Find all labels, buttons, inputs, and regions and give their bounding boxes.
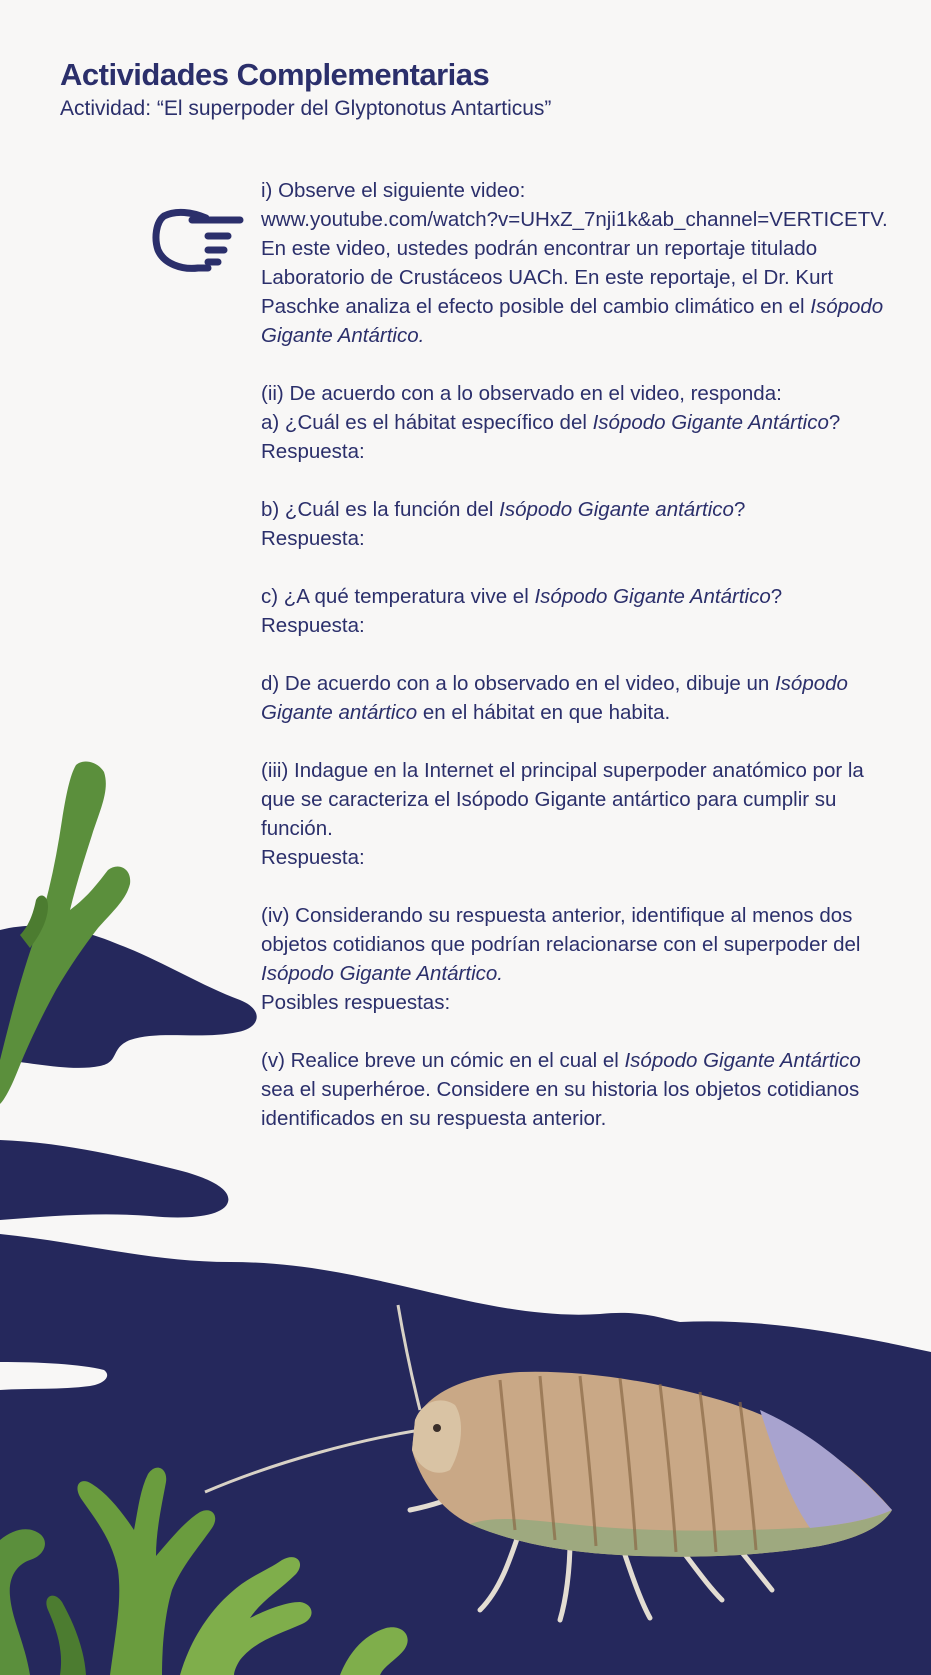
section-v — [261, 1046, 897, 1133]
question-d: d) De acuerdo con a lo observado en el video, dibuje un Isópodo Gigante antártico en el hábitat en que habita. — [261, 672, 848, 724]
activity-content — [261, 176, 897, 1162]
section-iv — [261, 901, 897, 1017]
section-ii-b — [261, 495, 897, 553]
section-iii-text: (iii) Indague en la Internet el principal superpoder anatómico por la que se caracteriza el Isópodo Gigante antártico para cumplir su función. — [261, 759, 864, 840]
activity-subtitle: Actividad: “El superpoder del Glyptonotus Antarticus” — [60, 97, 552, 120]
section-iii — [261, 756, 897, 872]
section-i — [261, 176, 897, 350]
section-i-species: Isópodo Gigante Antártico. — [261, 295, 884, 347]
section-i-text: En este video, ustedes podrán encontrar un reportaje titulado Laboratorio de Crustáceos UACh. En este reportaje, el Dr. Kurt Paschke analiza el efecto posible del cambio climático en el — [261, 237, 834, 318]
section-ii-a — [261, 379, 897, 466]
video-link[interactable]: www.youtube.com/watch?v=UHxZ_7nji1k&ab_channel=VERTICETV. — [261, 208, 888, 231]
section-i-intro: i) Observe el siguiente video: — [261, 179, 526, 202]
section-ii-intro: (ii) De acuerdo con a lo observado en el video, responda: — [261, 382, 782, 405]
pointing-hand-icon — [152, 198, 248, 278]
section-ii-d — [261, 669, 897, 727]
question-c: c) ¿A qué temperatura vive el Isópodo Gigante Antártico? — [261, 585, 783, 608]
brush-stroke-middle — [0, 1140, 228, 1220]
answer-label-iii: Respuesta: — [261, 846, 365, 869]
answer-label-b: Respuesta: — [261, 527, 365, 550]
section-v-text: (v) Realice breve un cómic en el cual el Isópodo Gigante Antártico sea el superhéroe. Considere en su historia los objetos cotidianos identificados en su respuesta anterior. — [261, 1049, 861, 1130]
answer-label-iv: Posibles respuestas: — [261, 991, 451, 1014]
question-b: b) ¿Cuál es la función del Isópodo Gigante antártico? — [261, 498, 746, 521]
page-title: Actividades Complementarias — [60, 57, 490, 92]
page-header — [60, 56, 551, 124]
section-ii-c — [261, 582, 897, 640]
answer-label-a: Respuesta: — [261, 440, 365, 463]
answer-label-c: Respuesta: — [261, 614, 365, 637]
section-iv-text: (iv) Considerando su respuesta anterior, identifique al menos dos objetos cotidianos que podrían relacionarse con el superpoder del Isópodo Gigante Antártico. — [261, 904, 861, 985]
question-a: a) ¿Cuál es el hábitat específico del Isópodo Gigante Antártico? — [261, 411, 841, 434]
